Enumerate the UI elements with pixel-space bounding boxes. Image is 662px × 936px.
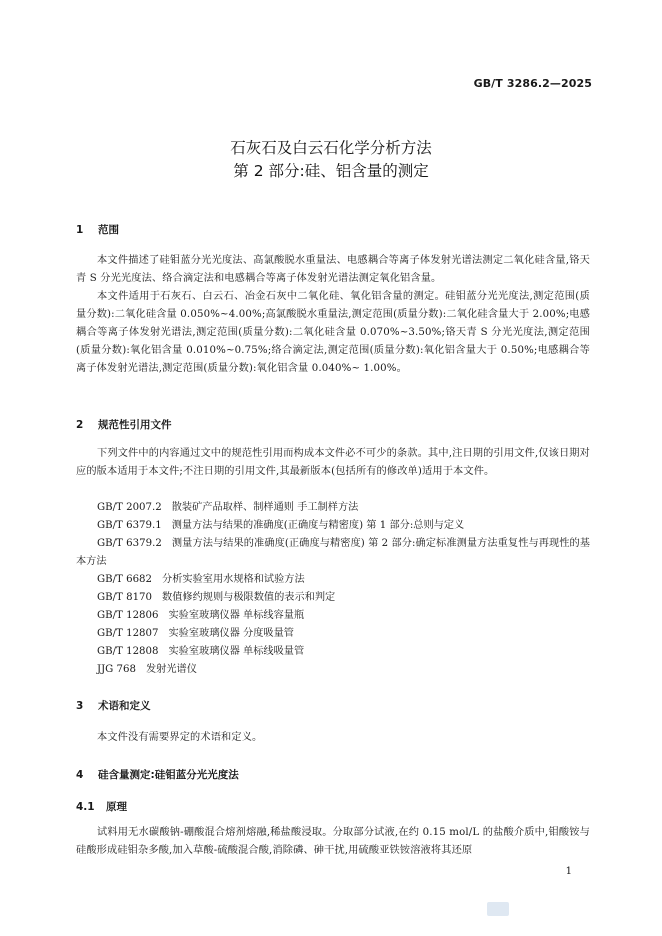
section-heading-normative-references — [76, 417, 172, 432]
reference-code: GB/T 8170 — [97, 592, 153, 603]
section-number: 4.1 — [76, 801, 95, 813]
section-title: 原理 — [106, 801, 127, 813]
reference-item — [97, 625, 294, 643]
reference-item — [97, 607, 304, 625]
document-subtitle: 第 2 部分:硅、铝含量的测定 — [233, 162, 429, 180]
reference-item — [97, 571, 305, 589]
reference-code: GB/T 6379.2 — [97, 538, 162, 549]
reference-title: 实验室玻璃仪器 分度吸量管 — [168, 628, 294, 639]
paragraph: 本文件描述了硅钼蓝分光光度法、高氯酸脱水重量法、电感耦合等离子体发射光谱法测定二氧化硅含量,铬天青 S 分光光度法、络合滴定法和电感耦合等离子体发射光谱法测定氧化铝含量。 — [76, 255, 590, 284]
section-title: 范围 — [98, 224, 119, 236]
section-heading-scope — [76, 222, 119, 237]
paragraph: 试料用无水碳酸钠-硼酸混合熔剂熔融,稀盐酸浸取。分取部分试液,在约 0.15 mol/L 的盐酸介质中,钼酸铵与硅酸形成硅钼杂多酸,加入草酸-硫酸混合酸,消除磷、砷干扰,用硫酸亚铁铵溶液将其还原 — [76, 827, 590, 856]
standard-number: GB/T 3286.2—2025 — [473, 77, 592, 90]
section-title: 硅含量测定:硅钼蓝分光光度法 — [98, 769, 239, 781]
reference-item — [97, 643, 304, 661]
reference-title: 散装矿产品取样、制样通则 手工制样方法 — [171, 502, 359, 513]
document-title: 石灰石及白云石化学分析方法 — [230, 139, 432, 157]
reference-title: 实验室玻璃仪器 单标线吸量管 — [168, 646, 305, 657]
reference-code: GB/T 2007.2 — [97, 502, 162, 513]
section-title: 术语和定义 — [98, 700, 151, 712]
section-heading-terms — [76, 698, 151, 713]
reference-title: 分析实验室用水规格和试验方法 — [162, 574, 305, 585]
reference-item — [97, 661, 197, 679]
reference-title: 发射光谱仪 — [146, 664, 197, 675]
reference-item — [97, 499, 358, 517]
section-number: 2 — [76, 419, 84, 431]
paragraph: 本文件适用于石灰石、白云石、冶金石灰中二氧化硅、氧化铝含量的测定。硅钼蓝分光光度法,测定范围(质量分数):二氧化硅含量 0.050%~4.00%;高氯酸脱水重量法,测定范围(质量分数):二氧化硅含量大于 2.00%;电感耦合等离子体发射光谱法,测定范围(质量分数):二氧化硅含量 0.070%~3.50%;铬天青 S 分光光度法,测定范围(质量分数):氧化铝含量 0.010%~0.75%;络合滴定法,测定范围(质量分数):氧化铝含量大于 0.50%;电感耦合等离子体发射光谱法,测定范围(质量分数):氧化铝含量 0.040%~ 1.00%。 — [76, 291, 590, 374]
reference-code: GB/T 12808 — [97, 646, 159, 657]
section-title: 规范性引用文件 — [98, 419, 172, 431]
paragraph: 下列文件中的内容通过文中的规范性引用而构成本文件必不可少的条款。其中,注日期的引用文件,仅该日期对应的版本适用于本文件;不注日期的引用文件,其最新版本(包括所有的修改单)适用于本文件。 — [76, 448, 590, 477]
watermark-logo — [487, 902, 509, 916]
reference-title: 测量方法与结果的准确度(正确度与精密度) 第 1 部分:总则与定义 — [171, 520, 465, 531]
section-heading-silicon — [76, 767, 239, 782]
reference-code: GB/T 6379.1 — [97, 520, 162, 531]
paragraph: 本文件没有需要界定的术语和定义。 — [97, 732, 263, 743]
reference-title: 测量方法与结果的准确度(正确度与精密度) 第 2 部分:确定标准测量方法重复性与再现性的基本方法 — [76, 538, 590, 567]
reference-item — [97, 589, 335, 607]
reference-title: 数值修约规则与极限数值的表示和判定 — [162, 592, 336, 603]
section-number: 4 — [76, 769, 84, 781]
reference-code: GB/T 12807 — [97, 628, 159, 639]
reference-code: JJG 768 — [97, 664, 136, 675]
section-number: 1 — [76, 224, 84, 236]
subsection-heading-principle — [76, 799, 127, 814]
reference-code: GB/T 6682 — [97, 574, 153, 585]
reference-title: 实验室玻璃仪器 单标线容量瓶 — [168, 610, 305, 621]
reference-code: GB/T 12806 — [97, 610, 159, 621]
reference-item — [97, 517, 464, 535]
page-number: 1 — [565, 866, 572, 877]
reference-item — [76, 535, 590, 571]
section-number: 3 — [76, 700, 84, 712]
